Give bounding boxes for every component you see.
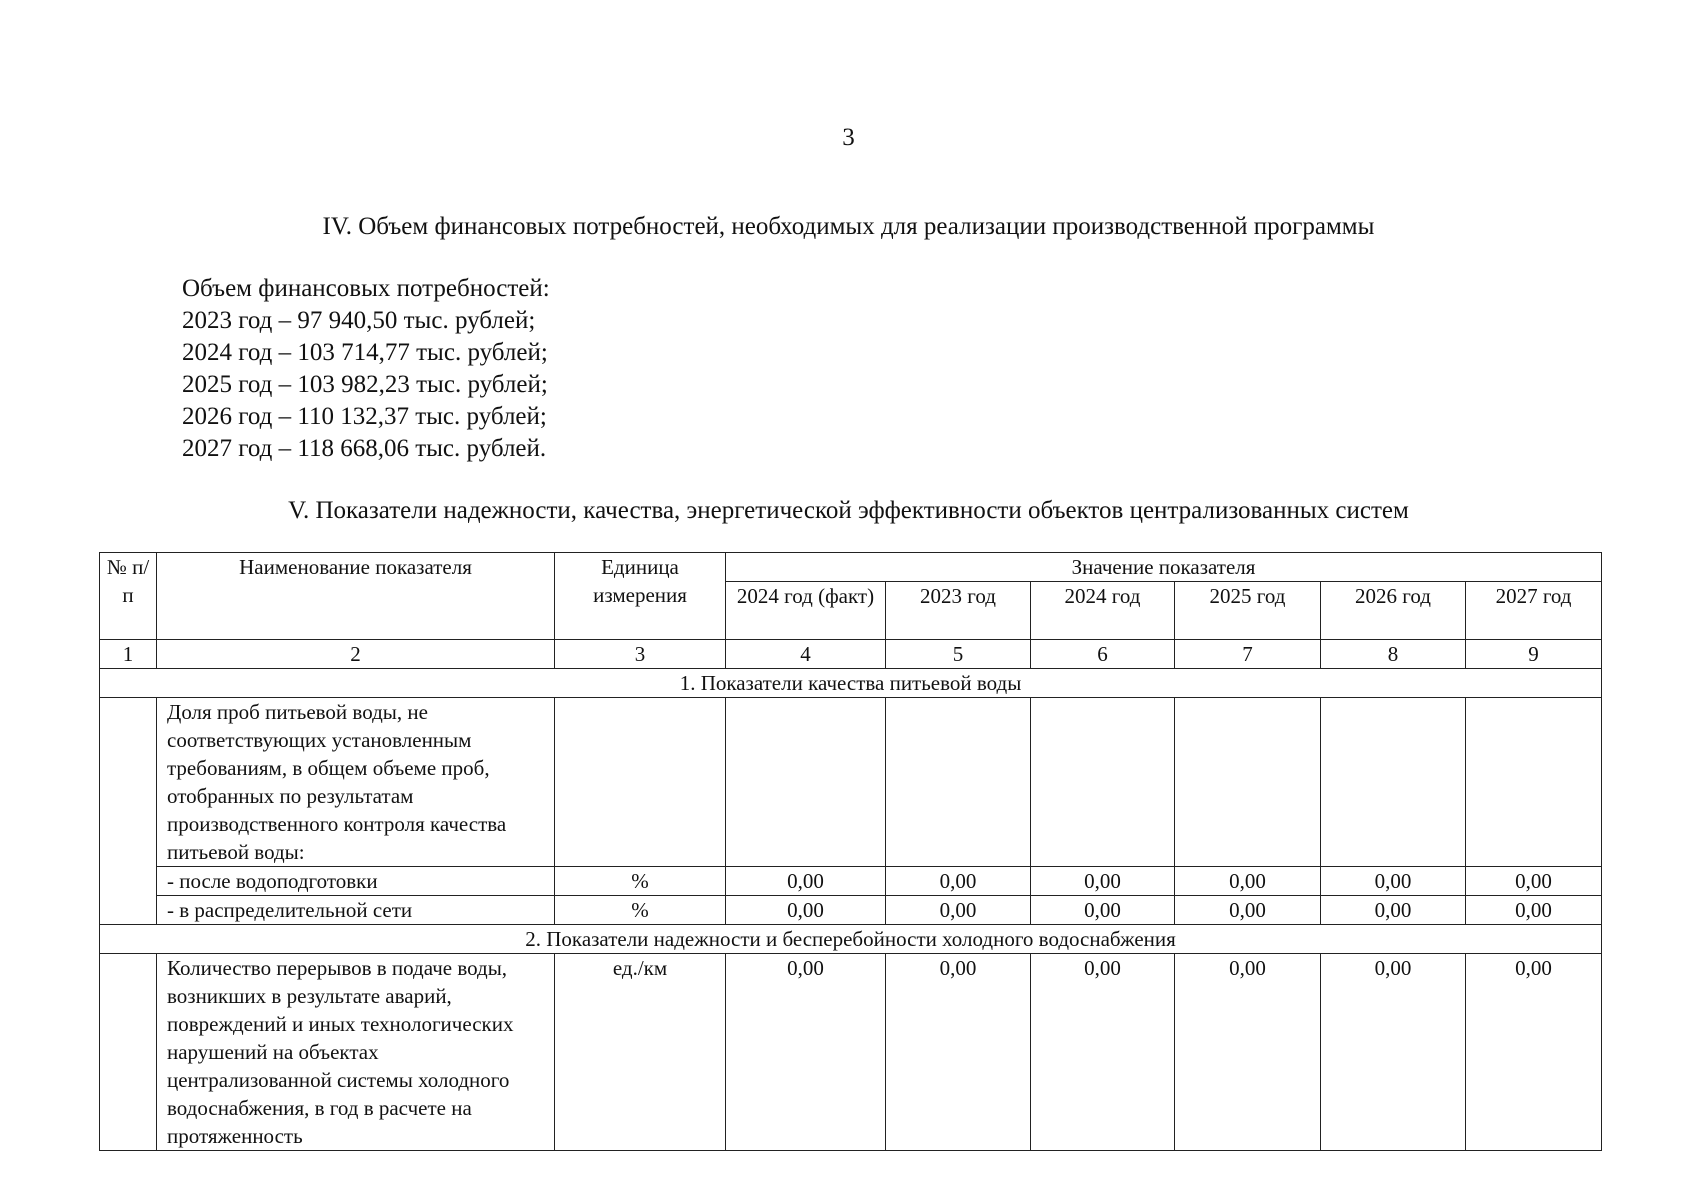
- col-number-7: 7: [1175, 640, 1321, 669]
- empty-cell: [1031, 698, 1175, 867]
- row-value: 0,00: [1175, 896, 1321, 925]
- group-2-title-row: [100, 925, 1602, 954]
- row-value: 0,00: [726, 896, 886, 925]
- header-year-5: 2026 год: [1321, 582, 1466, 640]
- row-value: 0,00: [886, 954, 1031, 1151]
- col-number-2: 2: [157, 640, 555, 669]
- group-1-desc: Доля проб питьевой воды, не соответствующих установленным требованиям, в общем объеме проб, отобранных по результатам производственного контроля качества питьевой воды:: [157, 698, 555, 867]
- header-year-4: 2025 год: [1175, 582, 1321, 640]
- row-value: 0,00: [1466, 896, 1602, 925]
- group-1-title-row: [100, 669, 1602, 698]
- row-value: 0,00: [726, 867, 886, 896]
- group-1-num-cell: [100, 698, 157, 925]
- row-value: 0,00: [726, 954, 886, 1151]
- financial-line-2023: 2023 год – 97 940,50 тыс. рублей;: [182, 307, 536, 334]
- group-2-title: 2. Показатели надежности и бесперебойности холодного водоснабжения: [100, 925, 1602, 954]
- header-unit: Единица измерения: [555, 553, 726, 640]
- col-number-6: 6: [1031, 640, 1175, 669]
- header-year-3: 2024 год: [1031, 582, 1175, 640]
- col-number-4: 4: [726, 640, 886, 669]
- header-value-group: Значение показателя: [726, 553, 1602, 582]
- indicators-table: [99, 552, 1602, 1151]
- header-year-6: 2027 год: [1466, 582, 1602, 640]
- section-4-title: IV. Объем финансовых потребностей, необходимых для реализации производственной программы: [322, 213, 1375, 240]
- financial-line-2024: 2024 год – 103 714,77 тыс. рублей;: [182, 339, 548, 366]
- empty-cell: [1175, 698, 1321, 867]
- row-value: 0,00: [1031, 896, 1175, 925]
- group-1-desc-row: [100, 698, 1602, 867]
- empty-cell: [555, 698, 726, 867]
- col-number-8: 8: [1321, 640, 1466, 669]
- row-value: 0,00: [1031, 867, 1175, 896]
- table-row: [100, 867, 1602, 896]
- header-year-2: 2023 год: [886, 582, 1031, 640]
- col-number-9: 9: [1466, 640, 1602, 669]
- row-unit: %: [555, 867, 726, 896]
- row-value: 0,00: [886, 896, 1031, 925]
- financial-line-2027: 2027 год – 118 668,06 тыс. рублей.: [182, 435, 547, 462]
- page-number: 3: [842, 124, 855, 151]
- empty-cell: [1321, 698, 1466, 867]
- empty-cell: [726, 698, 886, 867]
- row-value: 0,00: [1175, 954, 1321, 1151]
- row-value: 0,00: [1321, 896, 1466, 925]
- row-name: - в распределительной сети: [157, 896, 555, 925]
- row-unit: ед./км: [555, 954, 726, 1151]
- col-number-3: 3: [555, 640, 726, 669]
- group-2-num-cell: [100, 954, 157, 1151]
- financial-needs-block: [182, 273, 550, 465]
- row-value: 0,00: [1175, 867, 1321, 896]
- row-value: 0,00: [1466, 867, 1602, 896]
- column-numbers-row: [100, 640, 1602, 669]
- col-number-5: 5: [886, 640, 1031, 669]
- row-name: Количество перерывов в подаче воды, возникших в результате аварий, повреждений и иных технологических нарушений на объектах централизованной системы холодного водоснабжения, в год в расчете на протяженность: [157, 954, 555, 1151]
- row-value: 0,00: [1321, 954, 1466, 1151]
- header-num: № п/п: [100, 553, 157, 640]
- row-name: - после водоподготовки: [157, 867, 555, 896]
- table-row: [100, 954, 1602, 1151]
- financial-needs-intro: Объем финансовых потребностей:: [182, 275, 550, 302]
- row-value: 0,00: [1466, 954, 1602, 1151]
- empty-cell: [886, 698, 1031, 867]
- group-1-title: 1. Показатели качества питьевой воды: [100, 669, 1602, 698]
- header-name: Наименование показателя: [157, 553, 555, 640]
- empty-cell: [1466, 698, 1602, 867]
- financial-line-2025: 2025 год – 103 982,23 тыс. рублей;: [182, 371, 548, 398]
- row-value: 0,00: [1031, 954, 1175, 1151]
- row-value: 0,00: [1321, 867, 1466, 896]
- table-row: [100, 896, 1602, 925]
- row-unit: %: [555, 896, 726, 925]
- row-value: 0,00: [886, 867, 1031, 896]
- section-5-title: V. Показатели надежности, качества, энергетической эффективности объектов централизованных систем: [288, 497, 1409, 524]
- header-row-1: [100, 553, 1602, 582]
- financial-line-2026: 2026 год – 110 132,37 тыс. рублей;: [182, 403, 547, 430]
- col-number-1: 1: [100, 640, 157, 669]
- header-year-1: 2024 год (факт): [726, 582, 886, 640]
